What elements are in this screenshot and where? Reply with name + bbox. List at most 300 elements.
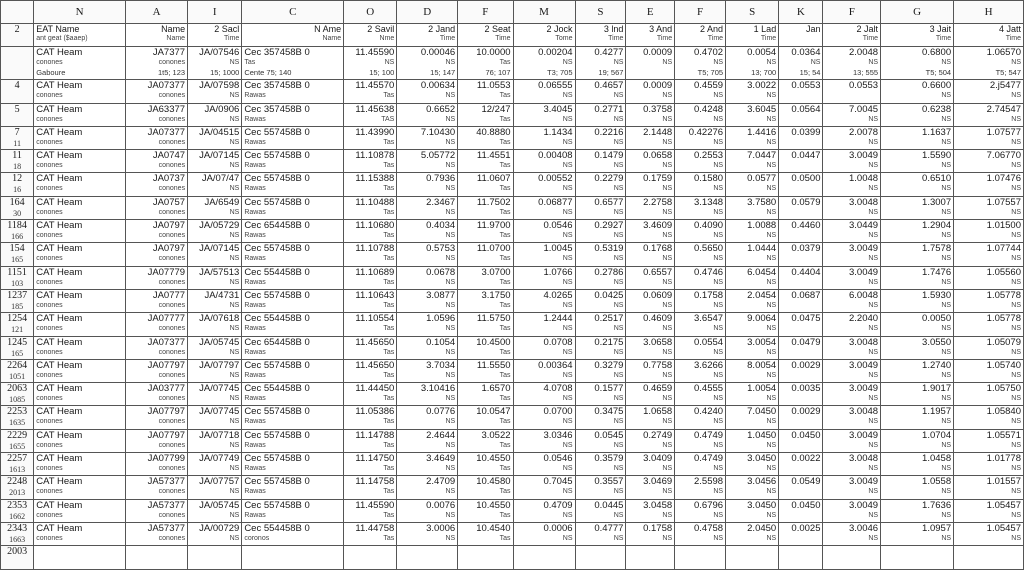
grid-cell[interactable]: [188, 103, 242, 126]
grid-cell[interactable]: [726, 359, 779, 382]
header-cell[interactable]: [881, 24, 954, 47]
grid-cell[interactable]: [344, 546, 397, 569]
header-cell[interactable]: [726, 24, 779, 47]
grid-cell[interactable]: [34, 220, 126, 243]
grid-cell[interactable]: [881, 476, 954, 499]
grid-cell[interactable]: [458, 47, 513, 80]
grid-cell[interactable]: [397, 453, 458, 476]
grid-cell[interactable]: [397, 336, 458, 359]
grid-cell[interactable]: [126, 546, 188, 569]
grid-cell[interactable]: [881, 359, 954, 382]
grid-cell[interactable]: [726, 126, 779, 149]
grid-cell[interactable]: [954, 47, 1024, 80]
grid-cell[interactable]: [513, 289, 575, 312]
header-cell[interactable]: [779, 24, 823, 47]
grid-cell[interactable]: [675, 243, 726, 266]
grid-cell[interactable]: [881, 546, 954, 569]
grid-cell[interactable]: [242, 47, 344, 80]
grid-cell[interactable]: [881, 103, 954, 126]
grid-cell[interactable]: [823, 383, 881, 406]
grid-cell[interactable]: [397, 429, 458, 452]
grid-cell[interactable]: [779, 266, 823, 289]
grid-cell[interactable]: [954, 359, 1024, 382]
grid-cell[interactable]: [458, 499, 513, 522]
grid-cell[interactable]: [513, 47, 575, 80]
grid-cell[interactable]: [458, 429, 513, 452]
grid-cell[interactable]: [126, 103, 188, 126]
grid-cell[interactable]: [513, 429, 575, 452]
grid-cell[interactable]: [675, 150, 726, 173]
grid-cell[interactable]: [575, 429, 626, 452]
grid-cell[interactable]: [34, 103, 126, 126]
grid-cell[interactable]: [823, 126, 881, 149]
grid-cell[interactable]: [823, 336, 881, 359]
grid-cell[interactable]: [626, 453, 675, 476]
column-header[interactable]: S: [726, 1, 779, 24]
grid-cell[interactable]: [823, 359, 881, 382]
grid-cell[interactable]: [575, 126, 626, 149]
grid-cell[interactable]: [34, 522, 126, 545]
grid-cell[interactable]: [726, 80, 779, 103]
grid-cell[interactable]: [458, 336, 513, 359]
grid-cell[interactable]: [344, 359, 397, 382]
grid-cell[interactable]: [575, 243, 626, 266]
grid-cell[interactable]: [242, 476, 344, 499]
grid-cell[interactable]: [458, 243, 513, 266]
grid-cell[interactable]: [575, 499, 626, 522]
column-header[interactable]: F: [823, 1, 881, 24]
grid-cell[interactable]: [513, 173, 575, 196]
grid-cell[interactable]: [726, 476, 779, 499]
header-cell[interactable]: [675, 24, 726, 47]
grid-cell[interactable]: [823, 80, 881, 103]
grid-cell[interactable]: [344, 476, 397, 499]
grid-cell[interactable]: [575, 336, 626, 359]
grid-cell[interactable]: [397, 476, 458, 499]
grid-cell[interactable]: [954, 499, 1024, 522]
grid-cell[interactable]: [881, 173, 954, 196]
grid-cell[interactable]: [458, 313, 513, 336]
grid-cell[interactable]: [675, 406, 726, 429]
grid-cell[interactable]: [823, 47, 881, 80]
grid-cell[interactable]: [513, 453, 575, 476]
grid-cell[interactable]: [881, 522, 954, 545]
grid-cell[interactable]: [188, 499, 242, 522]
grid-cell[interactable]: [823, 406, 881, 429]
grid-cell[interactable]: [675, 196, 726, 219]
grid-cell[interactable]: [881, 266, 954, 289]
grid-cell[interactable]: [881, 196, 954, 219]
grid-cell[interactable]: [188, 220, 242, 243]
grid-cell[interactable]: [513, 406, 575, 429]
grid-cell[interactable]: [726, 546, 779, 569]
grid-cell[interactable]: [397, 383, 458, 406]
grid-cell[interactable]: [626, 499, 675, 522]
grid-cell[interactable]: [126, 196, 188, 219]
grid-cell[interactable]: [675, 126, 726, 149]
grid-cell[interactable]: [779, 126, 823, 149]
grid-cell[interactable]: [397, 359, 458, 382]
grid-cell[interactable]: [675, 429, 726, 452]
row-header[interactable]: [1, 546, 34, 569]
row-header[interactable]: [1, 150, 34, 173]
grid-cell[interactable]: [397, 103, 458, 126]
grid-cell[interactable]: [458, 80, 513, 103]
grid-cell[interactable]: [823, 429, 881, 452]
grid-cell[interactable]: [188, 453, 242, 476]
grid-cell[interactable]: [779, 429, 823, 452]
grid-cell[interactable]: [575, 522, 626, 545]
grid-cell[interactable]: [397, 196, 458, 219]
grid-cell[interactable]: [954, 522, 1024, 545]
grid-cell[interactable]: [626, 220, 675, 243]
grid-cell[interactable]: [675, 499, 726, 522]
grid-cell[interactable]: [188, 289, 242, 312]
grid-cell[interactable]: [823, 499, 881, 522]
column-header[interactable]: G: [881, 1, 954, 24]
grid-cell[interactable]: [823, 476, 881, 499]
grid-cell[interactable]: [513, 103, 575, 126]
grid-cell[interactable]: [779, 336, 823, 359]
grid-cell[interactable]: [779, 499, 823, 522]
grid-cell[interactable]: [954, 336, 1024, 359]
grid-cell[interactable]: [513, 476, 575, 499]
grid-cell[interactable]: [779, 196, 823, 219]
grid-cell[interactable]: [726, 266, 779, 289]
grid-cell[interactable]: [675, 383, 726, 406]
grid-cell[interactable]: [954, 196, 1024, 219]
grid-cell[interactable]: [34, 80, 126, 103]
grid-cell[interactable]: [779, 173, 823, 196]
grid-cell[interactable]: [344, 383, 397, 406]
row-header[interactable]: [1, 243, 34, 266]
grid-cell[interactable]: [726, 289, 779, 312]
grid-cell[interactable]: [726, 383, 779, 406]
grid-cell[interactable]: [126, 243, 188, 266]
grid-cell[interactable]: [513, 522, 575, 545]
grid-cell[interactable]: [575, 313, 626, 336]
grid-cell[interactable]: [397, 313, 458, 336]
grid-cell[interactable]: [188, 313, 242, 336]
column-header[interactable]: N: [34, 1, 126, 24]
grid-cell[interactable]: [779, 220, 823, 243]
grid-cell[interactable]: [575, 47, 626, 80]
grid-cell[interactable]: [779, 313, 823, 336]
grid-cell[interactable]: [823, 522, 881, 545]
row-header[interactable]: [1, 47, 34, 80]
grid-cell[interactable]: [779, 103, 823, 126]
grid-cell[interactable]: [726, 499, 779, 522]
grid-cell[interactable]: [344, 453, 397, 476]
grid-cell[interactable]: [779, 359, 823, 382]
grid-cell[interactable]: [626, 196, 675, 219]
column-header[interactable]: E: [626, 1, 675, 24]
grid-cell[interactable]: [675, 453, 726, 476]
grid-cell[interactable]: [458, 196, 513, 219]
grid-cell[interactable]: [881, 47, 954, 80]
header-cell[interactable]: [823, 24, 881, 47]
grid-cell[interactable]: [881, 383, 954, 406]
grid-cell[interactable]: [513, 80, 575, 103]
grid-cell[interactable]: [126, 453, 188, 476]
grid-cell[interactable]: [242, 429, 344, 452]
grid-cell[interactable]: [188, 336, 242, 359]
grid-cell[interactable]: [188, 546, 242, 569]
grid-cell[interactable]: [626, 359, 675, 382]
grid-cell[interactable]: [513, 313, 575, 336]
grid-cell[interactable]: [779, 80, 823, 103]
grid-cell[interactable]: [126, 383, 188, 406]
grid-cell[interactable]: [242, 383, 344, 406]
grid-cell[interactable]: [726, 429, 779, 452]
grid-cell[interactable]: [575, 453, 626, 476]
grid-cell[interactable]: [823, 546, 881, 569]
grid-cell[interactable]: [188, 150, 242, 173]
grid-cell[interactable]: [626, 383, 675, 406]
grid-cell[interactable]: [675, 80, 726, 103]
row-header[interactable]: [1, 24, 34, 47]
grid-cell[interactable]: [881, 429, 954, 452]
grid-cell[interactable]: [626, 289, 675, 312]
grid-cell[interactable]: [779, 47, 823, 80]
grid-cell[interactable]: [575, 406, 626, 429]
grid-cell[interactable]: [34, 453, 126, 476]
grid-cell[interactable]: [242, 313, 344, 336]
grid-cell[interactable]: [575, 150, 626, 173]
grid-cell[interactable]: [242, 103, 344, 126]
grid-cell[interactable]: [575, 173, 626, 196]
column-header[interactable]: I: [188, 1, 242, 24]
grid-cell[interactable]: [397, 47, 458, 80]
grid-cell[interactable]: [726, 47, 779, 80]
grid-cell[interactable]: [458, 289, 513, 312]
grid-cell[interactable]: [626, 173, 675, 196]
grid-cell[interactable]: [344, 266, 397, 289]
row-header[interactable]: [1, 336, 34, 359]
grid-cell[interactable]: [626, 313, 675, 336]
grid-cell[interactable]: [126, 522, 188, 545]
grid-cell[interactable]: [126, 336, 188, 359]
row-header[interactable]: [1, 406, 34, 429]
grid-cell[interactable]: [954, 453, 1024, 476]
grid-cell[interactable]: [126, 126, 188, 149]
grid-cell[interactable]: [779, 150, 823, 173]
grid-cell[interactable]: [458, 103, 513, 126]
row-header[interactable]: [1, 266, 34, 289]
grid-cell[interactable]: [397, 499, 458, 522]
column-header[interactable]: A: [126, 1, 188, 24]
grid-cell[interactable]: [626, 103, 675, 126]
grid-cell[interactable]: [726, 336, 779, 359]
row-header[interactable]: [1, 383, 34, 406]
column-header[interactable]: S: [575, 1, 626, 24]
grid-cell[interactable]: [344, 522, 397, 545]
header-cell[interactable]: [626, 24, 675, 47]
grid-cell[interactable]: [34, 289, 126, 312]
grid-cell[interactable]: [242, 243, 344, 266]
grid-cell[interactable]: [626, 266, 675, 289]
grid-cell[interactable]: [954, 546, 1024, 569]
grid-cell[interactable]: [954, 476, 1024, 499]
grid-cell[interactable]: [881, 80, 954, 103]
grid-cell[interactable]: [34, 476, 126, 499]
grid-cell[interactable]: [823, 173, 881, 196]
grid-cell[interactable]: [575, 80, 626, 103]
grid-cell[interactable]: [675, 266, 726, 289]
grid-cell[interactable]: [188, 196, 242, 219]
column-header[interactable]: M: [513, 1, 575, 24]
grid-cell[interactable]: [823, 196, 881, 219]
grid-cell[interactable]: [344, 150, 397, 173]
grid-cell[interactable]: [34, 546, 126, 569]
grid-cell[interactable]: [823, 220, 881, 243]
grid-cell[interactable]: [188, 522, 242, 545]
grid-cell[interactable]: [397, 80, 458, 103]
grid-cell[interactable]: [188, 406, 242, 429]
row-header[interactable]: [1, 359, 34, 382]
grid-cell[interactable]: [881, 220, 954, 243]
grid-cell[interactable]: [344, 47, 397, 80]
grid-cell[interactable]: [34, 47, 126, 80]
grid-cell[interactable]: [458, 453, 513, 476]
grid-cell[interactable]: [575, 103, 626, 126]
header-cell[interactable]: [242, 24, 344, 47]
grid-cell[interactable]: [242, 499, 344, 522]
grid-cell[interactable]: [779, 522, 823, 545]
grid-cell[interactable]: [954, 289, 1024, 312]
column-header[interactable]: C: [242, 1, 344, 24]
grid-cell[interactable]: [575, 383, 626, 406]
grid-cell[interactable]: [242, 453, 344, 476]
grid-cell[interactable]: [34, 406, 126, 429]
grid-cell[interactable]: [626, 150, 675, 173]
grid-cell[interactable]: [575, 476, 626, 499]
grid-cell[interactable]: [458, 220, 513, 243]
grid-cell[interactable]: [344, 103, 397, 126]
grid-cell[interactable]: [726, 103, 779, 126]
grid-cell[interactable]: [726, 150, 779, 173]
column-header[interactable]: F: [458, 1, 513, 24]
grid-cell[interactable]: [675, 220, 726, 243]
grid-cell[interactable]: [823, 289, 881, 312]
grid-cell[interactable]: [344, 336, 397, 359]
grid-cell[interactable]: [675, 289, 726, 312]
grid-cell[interactable]: [726, 243, 779, 266]
grid-cell[interactable]: [34, 266, 126, 289]
grid-cell[interactable]: [188, 173, 242, 196]
grid-cell[interactable]: [954, 80, 1024, 103]
grid-cell[interactable]: [397, 266, 458, 289]
header-cell[interactable]: [954, 24, 1024, 47]
grid-cell[interactable]: [126, 266, 188, 289]
grid-cell[interactable]: [242, 336, 344, 359]
grid-cell[interactable]: [458, 173, 513, 196]
row-header[interactable]: [1, 499, 34, 522]
grid-cell[interactable]: [344, 196, 397, 219]
grid-cell[interactable]: [626, 546, 675, 569]
grid-cell[interactable]: [726, 313, 779, 336]
grid-cell[interactable]: [954, 173, 1024, 196]
grid-cell[interactable]: [242, 80, 344, 103]
grid-cell[interactable]: [626, 243, 675, 266]
header-cell[interactable]: [458, 24, 513, 47]
grid-cell[interactable]: [779, 476, 823, 499]
grid-cell[interactable]: [881, 289, 954, 312]
grid-cell[interactable]: [34, 150, 126, 173]
grid-cell[interactable]: [575, 266, 626, 289]
grid-cell[interactable]: [881, 243, 954, 266]
grid-cell[interactable]: [188, 266, 242, 289]
grid-cell[interactable]: [513, 126, 575, 149]
column-header[interactable]: F: [675, 1, 726, 24]
row-header[interactable]: [1, 289, 34, 312]
grid-cell[interactable]: [575, 359, 626, 382]
grid-cell[interactable]: [881, 336, 954, 359]
grid-cell[interactable]: [823, 266, 881, 289]
grid-cell[interactable]: [675, 476, 726, 499]
header-cell[interactable]: [513, 24, 575, 47]
row-header[interactable]: [1, 522, 34, 545]
grid-cell[interactable]: [397, 289, 458, 312]
grid-cell[interactable]: [626, 522, 675, 545]
grid-cell[interactable]: [126, 499, 188, 522]
grid-cell[interactable]: [126, 80, 188, 103]
grid-cell[interactable]: [242, 266, 344, 289]
column-header[interactable]: K: [779, 1, 823, 24]
grid-cell[interactable]: [954, 103, 1024, 126]
grid-cell[interactable]: [954, 266, 1024, 289]
column-header[interactable]: D: [397, 1, 458, 24]
grid-cell[interactable]: [954, 126, 1024, 149]
grid-cell[interactable]: [397, 220, 458, 243]
grid-cell[interactable]: [126, 173, 188, 196]
row-header[interactable]: [1, 313, 34, 336]
corner-cell[interactable]: [1, 1, 34, 24]
grid-cell[interactable]: [881, 126, 954, 149]
grid-cell[interactable]: [458, 266, 513, 289]
grid-cell[interactable]: [726, 220, 779, 243]
grid-cell[interactable]: [626, 47, 675, 80]
grid-cell[interactable]: [188, 383, 242, 406]
grid-cell[interactable]: [513, 546, 575, 569]
grid-cell[interactable]: [188, 476, 242, 499]
grid-cell[interactable]: [675, 47, 726, 80]
grid-cell[interactable]: [397, 243, 458, 266]
grid-cell[interactable]: [242, 173, 344, 196]
row-header[interactable]: [1, 126, 34, 149]
grid-cell[interactable]: [126, 289, 188, 312]
grid-cell[interactable]: [675, 313, 726, 336]
grid-cell[interactable]: [126, 476, 188, 499]
grid-cell[interactable]: [779, 289, 823, 312]
grid-cell[interactable]: [881, 499, 954, 522]
grid-cell[interactable]: [188, 47, 242, 80]
grid-cell[interactable]: [954, 313, 1024, 336]
grid-cell[interactable]: [344, 289, 397, 312]
grid-cell[interactable]: [34, 313, 126, 336]
grid-cell[interactable]: [954, 220, 1024, 243]
grid-cell[interactable]: [513, 266, 575, 289]
grid-cell[interactable]: [575, 546, 626, 569]
grid-cell[interactable]: [513, 499, 575, 522]
grid-cell[interactable]: [626, 80, 675, 103]
grid-cell[interactable]: [726, 196, 779, 219]
grid-cell[interactable]: [242, 150, 344, 173]
grid-cell[interactable]: [344, 406, 397, 429]
row-header[interactable]: [1, 103, 34, 126]
grid-cell[interactable]: [242, 359, 344, 382]
grid-cell[interactable]: [881, 150, 954, 173]
